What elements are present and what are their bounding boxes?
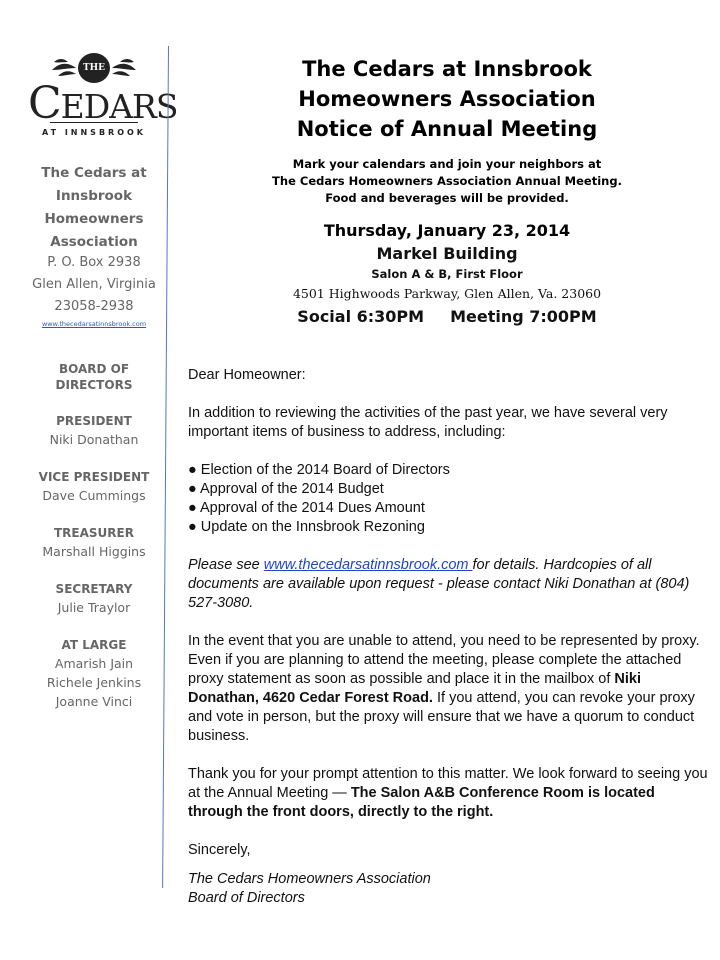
notice-title: The Cedars at Innsbrook Homeowners Association Notice of Annual Meeting	[296, 57, 598, 141]
agenda-list	[188, 461, 708, 537]
list-item: ● Update on the Innsbrook Rezoning	[188, 519, 425, 535]
letter-paragraph-2: Please see www.thecedarsatinnsbrook.com for details. Hardcopies of all documents are available upon request - please contact Niki Donathan at (804) 527-3080.	[188, 557, 690, 611]
cedars-logo	[28, 48, 178, 140]
social-time: Social 6:30PM	[297, 307, 425, 326]
letter-paragraph-3: In the event that you are unable to attend, you need to be represented by proxy. Even if you are planning to attend the meeting, please complete the attached proxy statement as soon as possible and place it in the mailbox of Niki Donathan, 4620 Cedar Forest Road. If you attend, you can revoke your proxy and vote in person, but the proxy will ensure that we have a quorum to conduct business.	[188, 633, 700, 744]
board-heading: BOARD OF DIRECTORS	[55, 362, 133, 392]
sidebar-org-name: The Cedars at Innsbrook Homeowners Association	[41, 165, 147, 250]
meeting-venue: Markel Building	[376, 244, 518, 263]
letter-paragraph-1: In addition to reviewing the activities of the past year, we have several very important items of business to address, including:	[188, 405, 668, 440]
sidebar-website-link[interactable]: www.thecedarsatinnsbrook.com	[41, 320, 147, 328]
meeting-address: 4501 Highwoods Parkway, Glen Allen, Va. 23060	[292, 286, 602, 301]
vertical-divider	[162, 46, 169, 888]
letter-closing: Sincerely,	[188, 842, 251, 858]
role-vice-president: VICE PRESIDENT Dave Cummings	[38, 470, 150, 503]
meeting-room: Salon A & B, First Floor	[371, 267, 523, 281]
notice-header	[180, 54, 714, 329]
logo-wordmark: CEDARS	[28, 78, 178, 129]
role-president: PRESIDENT Niki Donathan	[49, 414, 139, 447]
list-item: ● Approval of the 2014 Budget	[188, 481, 384, 497]
letter-paragraph-4: Thank you for your prompt attention to this matter. We look forward to seeing you at the Annual Meeting — The Salon A&B Conference Room is located through the front doors, directly to the right.	[188, 766, 708, 820]
letter-body	[188, 366, 708, 908]
meeting-times	[180, 305, 714, 329]
meeting-time: Meeting 7:00PM	[450, 307, 597, 326]
logo-the-badge: THE	[78, 53, 110, 83]
role-at-large: AT LARGE Amarish Jain Richele Jenkins Joanne Vinci	[46, 638, 142, 709]
meeting-date: Thursday, January 23, 2014	[323, 221, 571, 240]
logo-subtitle: AT INNSBROOK	[42, 128, 146, 137]
role-treasurer: TREASURER Marshall Higgins	[42, 526, 146, 559]
website-link[interactable]: www.thecedarsatinnsbrook.com	[263, 557, 473, 573]
role-secretary: SECRETARY Julie Traylor	[55, 582, 133, 615]
list-item: ● Election of the 2014 Board of Directors	[188, 462, 450, 478]
sidebar-address: P. O. Box 2938 Glen Allen, Virginia 23058-2938	[32, 255, 156, 314]
logo-rule	[50, 122, 138, 123]
sidebar	[28, 48, 178, 711]
notice-intro: Mark your calendars and join your neighbors at The Cedars Homeowners Association Annual Meeting. Food and beverages will be provided.	[272, 157, 622, 205]
letter-greeting: Dear Homeowner:	[188, 367, 306, 383]
list-item: ● Approval of the 2014 Dues Amount	[188, 500, 425, 516]
letter-signature: The Cedars Homeowners Association Board of Directors	[188, 871, 431, 906]
